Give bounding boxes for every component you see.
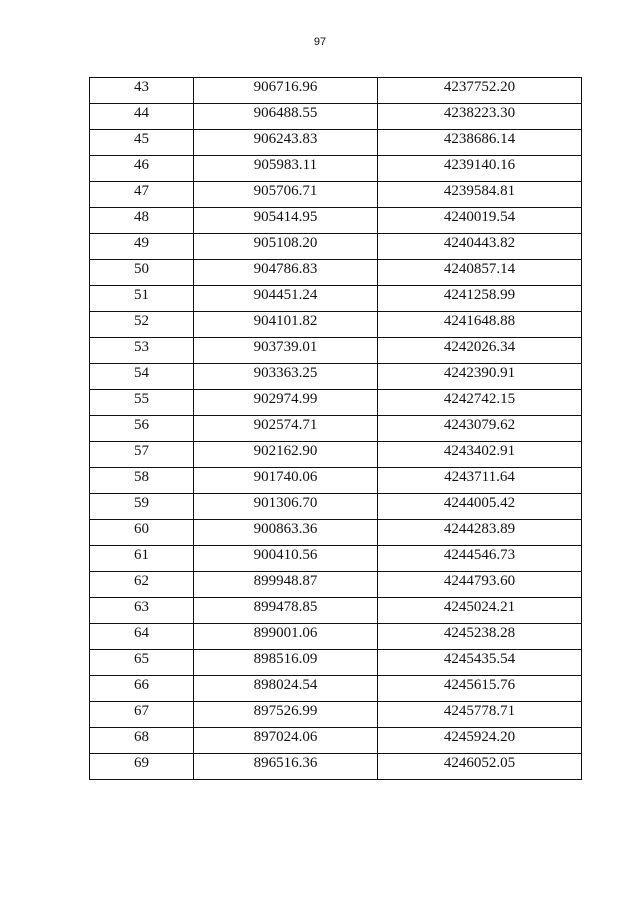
- table-row: [90, 390, 582, 416]
- x-coordinate-cell: 906488.55: [194, 104, 378, 130]
- table-row: [90, 624, 582, 650]
- x-coordinate-cell: 899001.06: [194, 624, 378, 650]
- table-row: [90, 78, 582, 104]
- table-row: [90, 156, 582, 182]
- y-coordinate-cell: 4241258.99: [378, 286, 582, 312]
- y-coordinate-cell: 4238223.30: [378, 104, 582, 130]
- x-coordinate-cell: 904101.82: [194, 312, 378, 338]
- table-row: [90, 442, 582, 468]
- x-coordinate-cell: 899478.85: [194, 598, 378, 624]
- point-number-cell: 43: [90, 78, 194, 104]
- point-number-cell: 50: [90, 260, 194, 286]
- point-number-cell: 63: [90, 598, 194, 624]
- y-coordinate-cell: 4245924.20: [378, 728, 582, 754]
- table-row: [90, 312, 582, 338]
- y-coordinate-cell: 4245778.71: [378, 702, 582, 728]
- table-row: [90, 754, 582, 780]
- point-number-cell: 57: [90, 442, 194, 468]
- y-coordinate-cell: 4242390.91: [378, 364, 582, 390]
- point-number-cell: 46: [90, 156, 194, 182]
- x-coordinate-cell: 902574.71: [194, 416, 378, 442]
- point-number-cell: 56: [90, 416, 194, 442]
- table-row: [90, 494, 582, 520]
- table-row: [90, 130, 582, 156]
- y-coordinate-cell: 4243079.62: [378, 416, 582, 442]
- table-row: [90, 338, 582, 364]
- x-coordinate-cell: 900863.36: [194, 520, 378, 546]
- table-row: [90, 364, 582, 390]
- point-number-cell: 52: [90, 312, 194, 338]
- x-coordinate-cell: 901306.70: [194, 494, 378, 520]
- y-coordinate-cell: 4244005.42: [378, 494, 582, 520]
- x-coordinate-cell: 906716.96: [194, 78, 378, 104]
- y-coordinate-cell: 4243402.91: [378, 442, 582, 468]
- x-coordinate-cell: 905414.95: [194, 208, 378, 234]
- point-number-cell: 65: [90, 650, 194, 676]
- point-number-cell: 51: [90, 286, 194, 312]
- x-coordinate-cell: 906243.83: [194, 130, 378, 156]
- point-number-cell: 67: [90, 702, 194, 728]
- point-number-cell: 62: [90, 572, 194, 598]
- point-number-cell: 54: [90, 364, 194, 390]
- point-number-cell: 45: [90, 130, 194, 156]
- x-coordinate-cell: 905983.11: [194, 156, 378, 182]
- table-row: [90, 182, 582, 208]
- point-number-cell: 69: [90, 754, 194, 780]
- y-coordinate-cell: 4244546.73: [378, 546, 582, 572]
- table-row: [90, 676, 582, 702]
- table-row: [90, 546, 582, 572]
- y-coordinate-cell: 4245024.21: [378, 598, 582, 624]
- x-coordinate-cell: 905706.71: [194, 182, 378, 208]
- x-coordinate-cell: 897024.06: [194, 728, 378, 754]
- x-coordinate-cell: 898516.09: [194, 650, 378, 676]
- point-number-cell: 55: [90, 390, 194, 416]
- y-coordinate-cell: 4245615.76: [378, 676, 582, 702]
- y-coordinate-cell: 4238686.14: [378, 130, 582, 156]
- table-row: [90, 234, 582, 260]
- coordinates-table: [89, 77, 582, 780]
- table-row: [90, 728, 582, 754]
- x-coordinate-cell: 901740.06: [194, 468, 378, 494]
- coordinates-table-body: [90, 78, 582, 780]
- x-coordinate-cell: 899948.87: [194, 572, 378, 598]
- point-number-cell: 66: [90, 676, 194, 702]
- x-coordinate-cell: 897526.99: [194, 702, 378, 728]
- y-coordinate-cell: 4242026.34: [378, 338, 582, 364]
- y-coordinate-cell: 4245435.54: [378, 650, 582, 676]
- x-coordinate-cell: 903363.25: [194, 364, 378, 390]
- table-row: [90, 286, 582, 312]
- x-coordinate-cell: 898024.54: [194, 676, 378, 702]
- table-row: [90, 702, 582, 728]
- table-row: [90, 416, 582, 442]
- table-row: [90, 468, 582, 494]
- y-coordinate-cell: 4240019.54: [378, 208, 582, 234]
- x-coordinate-cell: 904786.83: [194, 260, 378, 286]
- point-number-cell: 48: [90, 208, 194, 234]
- point-number-cell: 60: [90, 520, 194, 546]
- x-coordinate-cell: 896516.36: [194, 754, 378, 780]
- y-coordinate-cell: 4245238.28: [378, 624, 582, 650]
- y-coordinate-cell: 4239140.16: [378, 156, 582, 182]
- point-number-cell: 47: [90, 182, 194, 208]
- y-coordinate-cell: 4241648.88: [378, 312, 582, 338]
- x-coordinate-cell: 904451.24: [194, 286, 378, 312]
- table-row: [90, 104, 582, 130]
- x-coordinate-cell: 903739.01: [194, 338, 378, 364]
- point-number-cell: 68: [90, 728, 194, 754]
- point-number-cell: 49: [90, 234, 194, 260]
- x-coordinate-cell: 902974.99: [194, 390, 378, 416]
- y-coordinate-cell: 4244793.60: [378, 572, 582, 598]
- point-number-cell: 64: [90, 624, 194, 650]
- y-coordinate-cell: 4237752.20: [378, 78, 582, 104]
- point-number-cell: 58: [90, 468, 194, 494]
- point-number-cell: 59: [90, 494, 194, 520]
- y-coordinate-cell: 4244283.89: [378, 520, 582, 546]
- y-coordinate-cell: 4242742.15: [378, 390, 582, 416]
- page-number: 97: [313, 36, 327, 48]
- table-row: [90, 520, 582, 546]
- y-coordinate-cell: 4246052.05: [378, 754, 582, 780]
- x-coordinate-cell: 902162.90: [194, 442, 378, 468]
- table-row: [90, 650, 582, 676]
- table-row: [90, 208, 582, 234]
- point-number-cell: 44: [90, 104, 194, 130]
- y-coordinate-cell: 4243711.64: [378, 468, 582, 494]
- x-coordinate-cell: 905108.20: [194, 234, 378, 260]
- table-row: [90, 572, 582, 598]
- y-coordinate-cell: 4239584.81: [378, 182, 582, 208]
- y-coordinate-cell: 4240443.82: [378, 234, 582, 260]
- table-row: [90, 260, 582, 286]
- point-number-cell: 61: [90, 546, 194, 572]
- table-row: [90, 598, 582, 624]
- point-number-cell: 53: [90, 338, 194, 364]
- y-coordinate-cell: 4240857.14: [378, 260, 582, 286]
- x-coordinate-cell: 900410.56: [194, 546, 378, 572]
